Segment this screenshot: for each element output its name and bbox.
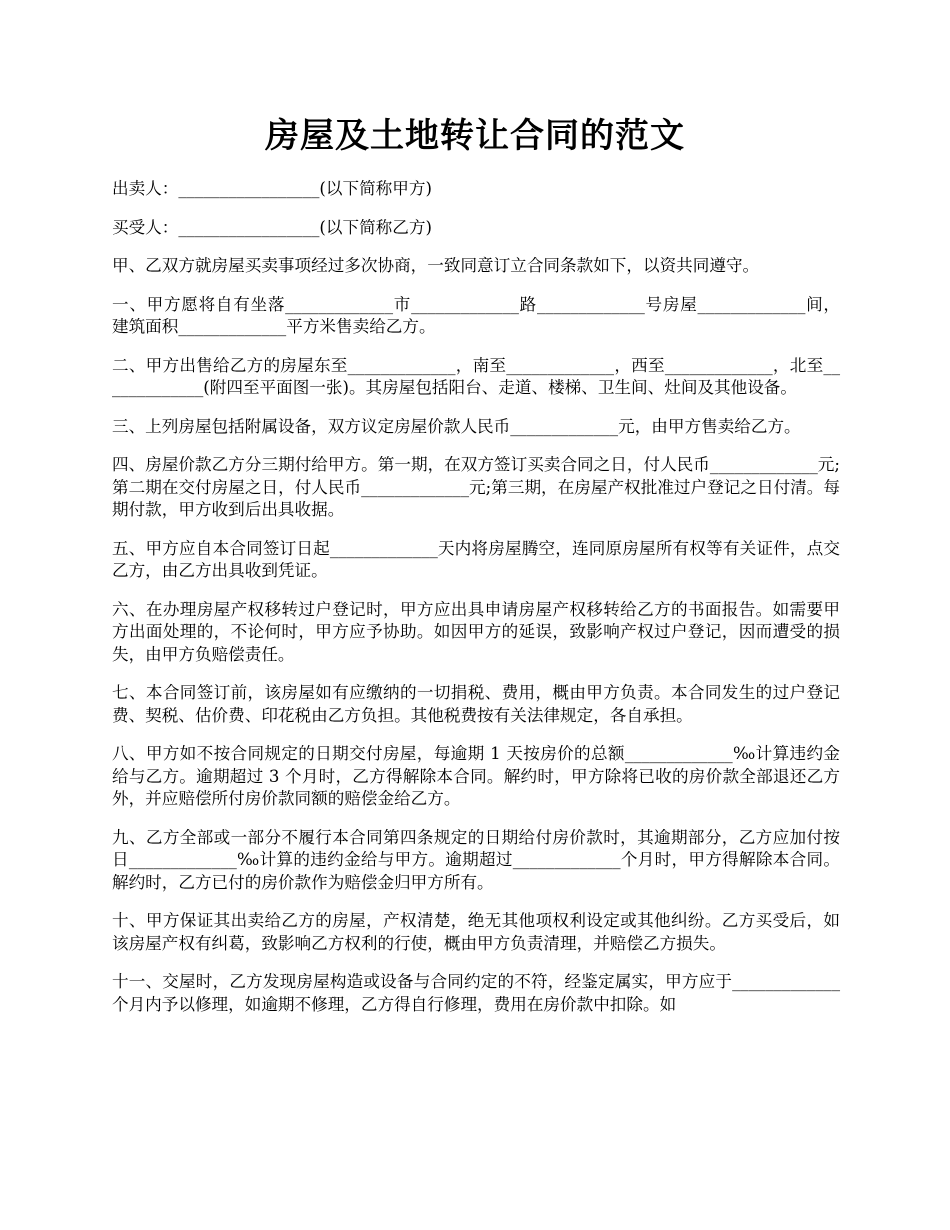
clause-2: 二、甲方出售给乙方的房屋东至_____________，南至_____________，西至_____________，北至_____________(附四至平面图一张)。其房屋包括阳台、走道、楼梯、卫生间、灶间及其他设备。 (112, 355, 840, 397)
clause-8: 八、甲方如不按合同规定的日期交付房屋，每逾期 1 天按房价的总额_____________‰计算违约金给与乙方。逾期超过 3 个月时，乙方得解除本合同。解约时，甲方除将已收的房价款全部退还乙方外，并应赔偿所付房价款同额的赔偿金给乙方。 (112, 744, 840, 808)
paragraph-preamble: 甲、乙双方就房屋买卖事项经过多次协商，一致同意订立合同条款如下，以资共同遵守。 (112, 256, 760, 275)
document-title: 房屋及土地转让合同的范文 (265, 116, 685, 156)
clause-7: 七、本合同签订前，该房屋如有应缴纳的一切捐税、费用，概由甲方负责。本合同发生的过户登记费、契税、估价费、印花税由乙方负担。其他税费按有关法律规定，各自承担。 (112, 683, 840, 725)
clause-1: 一、甲方愿将自有坐落_____________市_____________路_____________号房屋_____________间，建筑面积_____________平方米售卖给乙方。 (112, 294, 840, 336)
paragraph-buyer: 买受人：_________________(以下简称乙方) (112, 217, 432, 237)
clause-5: 五、甲方应自本合同签订日起_____________天内将房屋腾空，连同原房屋所有权等有关证件，点交乙方，由乙方出具收到凭证。 (112, 538, 840, 580)
document-body (112, 178, 840, 1032)
clause-11: 十一、交屋时，乙方发现房屋构造或设备与合同约定的不符，经鉴定属实，甲方应于_____________个月内予以修理，如逾期不修理，乙方得自行修理，费用在房价款中扣除。如 (112, 972, 840, 1014)
clause-9: 九、乙方全部或一部分不履行本合同第四条规定的日期给付房价款时，其逾期部分，乙方应加付按日_____________‰计算的违约金给与甲方。逾期超过_____________个月时，甲方得解除本合同。解约时，乙方已付的房价款作为赔偿金归甲方所有。 (112, 827, 840, 892)
clause-6: 六、在办理房屋产权移转过户登记时，甲方应出具申请房屋产权移转给乙方的书面报告。如需要甲方出面处理的，不论何时，甲方应予协助。如因甲方的延误，致影响产权过户登记，因而遭受的损失，由甲方负赔偿责任。 (112, 599, 840, 664)
paragraph-seller: 出卖人：_________________(以下简称甲方) (112, 179, 432, 198)
clause-10: 十、甲方保证其出卖给乙方的房屋，产权清楚，绝无其他项权利设定或其他纠纷。乙方买受后，如该房屋产权有纠葛，致影响乙方权利的行使，概由甲方负责清理，并赔偿乙方损失。 (112, 911, 840, 953)
clause-4: 四、房屋价款乙方分三期付给甲方。第一期，在双方签订买卖合同之日，付人民币_____________元;第二期在交付房屋之日，付人民币_____________元;第三期，在房屋产权批准过户登记之日付清。每期付款，甲方收到后出具收据。 (112, 455, 840, 519)
clause-3: 三、上列房屋包括附属设备，双方议定房屋价款人民币_____________元，由甲方售卖给乙方。 (112, 416, 801, 436)
